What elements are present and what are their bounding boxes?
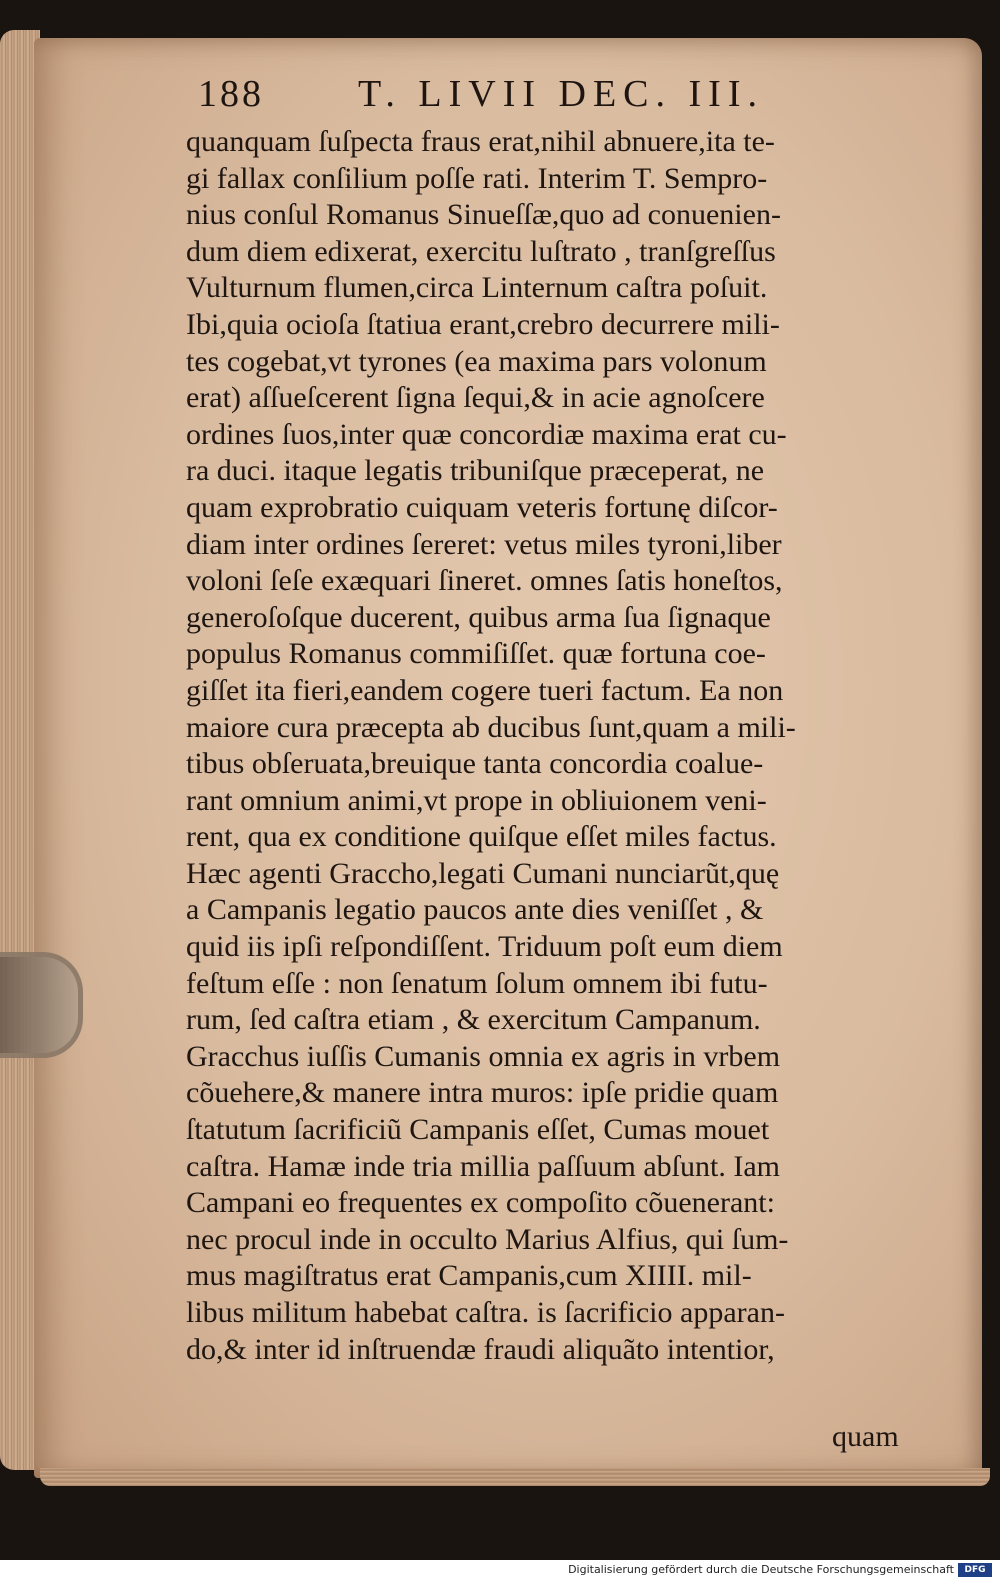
book-clasp (0, 952, 83, 1058)
text-line: quid iis ipſi reſpondiſſent. Triduum poſt eum diem (186, 930, 783, 964)
text-line: feſtum eſſe : non ſenatum ſolum omnem ibi futu- (186, 966, 768, 1000)
text-line: dum diem edixerat, exercitu luſtrato , tranſgreſſus (186, 234, 776, 268)
text-line: nius conſul Romanus Sinueſſæ,quo ad conuenien- (186, 198, 781, 232)
text-line: do,& inter id inſtruendæ fraudi aliquãto intentior, (186, 1332, 775, 1366)
page-header (198, 72, 838, 116)
page-edges-bottom (40, 1468, 990, 1486)
text-line: quam exprobratio cuiquam veteris fortunę diſcor- (186, 490, 778, 524)
text-line: Gracchus iuſſis Cumanis omnia ex agris in vrbem (186, 1039, 781, 1073)
text-line: rant omnium animi,vt prope in obliuionem veni- (186, 783, 767, 817)
text-line: rent, qua ex conditione quiſque eſſet miles factus. (186, 820, 777, 854)
text-line: rum, ſed caſtra etiam , & exercitum Campanum. (186, 1003, 761, 1037)
footer-bar (0, 1560, 1000, 1581)
text-line: maiore cura præcepta ab ducibus ſunt,quam a mili- (186, 710, 796, 744)
text-line: gi fallax conſilium poſſe rati. Interim T. Sempro- (186, 161, 768, 195)
text-line: tibus obſeruata,breuique tanta concordia coalue- (186, 747, 764, 781)
text-line: erat) aſſueſcerent ſigna ſequi,& in acie agnoſcere (186, 381, 765, 415)
text-line: Ibi,quia ocioſa ſtatiua erant,crebro decurrere mili- (186, 307, 780, 341)
text-line: libus militum habebat caſtra. is ſacrificio apparan- (186, 1296, 785, 1329)
text-line: nec procul inde in occulto Marius Alfius, qui ſum- (186, 1222, 789, 1256)
catchword: quam (832, 1420, 899, 1453)
body-text (186, 124, 946, 1368)
text-line: giſſet ita fieri,eandem cogere tueri factum. Ea non (186, 673, 784, 707)
page-number: 188 (198, 73, 264, 115)
text-line: Campani eo frequentes ex compoſito cõuenerant: (186, 1186, 775, 1220)
text-line: Hæc agenti Graccho,legati Cumani nunciarũt,quę (186, 856, 780, 890)
text-line: ſtatutum ſacrificiũ Campanis eſſet, Cumas mouet (186, 1113, 770, 1147)
text-line: populus Romanus commiſiſſet. quæ fortuna coe- (186, 637, 766, 671)
text-line: caſtra. Hamæ inde tria millia paſſuum abſunt. Iam (186, 1149, 780, 1183)
text-line: cõuehere,& manere intra muros: ipſe pridie quam (186, 1076, 779, 1110)
text-line: mus magiſtratus erat Campanis,cum XIIII. mil- (186, 1259, 752, 1293)
text-line: Vulturnum flumen,circa Linternum caſtra poſuit. (186, 271, 768, 305)
footer-credit: Digitalisierung gefördert durch die Deutsche Forschungsgemeinschaft (568, 1563, 954, 1576)
dfg-logo: DFG (958, 1563, 992, 1577)
running-title: T. LIVII DEC. III. (358, 73, 764, 115)
text-line: a Campanis legatio paucos ante dies veniſſet , & (186, 893, 764, 927)
text-line: voloni ſeſe exæquari ſineret. omnes ſatis honeſtos, (186, 564, 783, 598)
text-line: generoſoſque ducerent, quibus arma ſua ſignaque (186, 600, 771, 634)
text-line: diam inter ordines ſereret: vetus miles tyroni,liber (186, 527, 782, 561)
text-line: quanquam ſuſpecta fraus erat,nihil abnuere,ita te- (186, 125, 775, 158)
text-line: ordines ſuos,inter quæ concordiæ maxima erat cu- (186, 417, 787, 451)
text-line: tes cogebat,vt tyrones (ea maxima pars volonum (186, 344, 767, 378)
text-line: ra duci. itaque legatis tribuniſque præceperat, ne (186, 454, 765, 488)
